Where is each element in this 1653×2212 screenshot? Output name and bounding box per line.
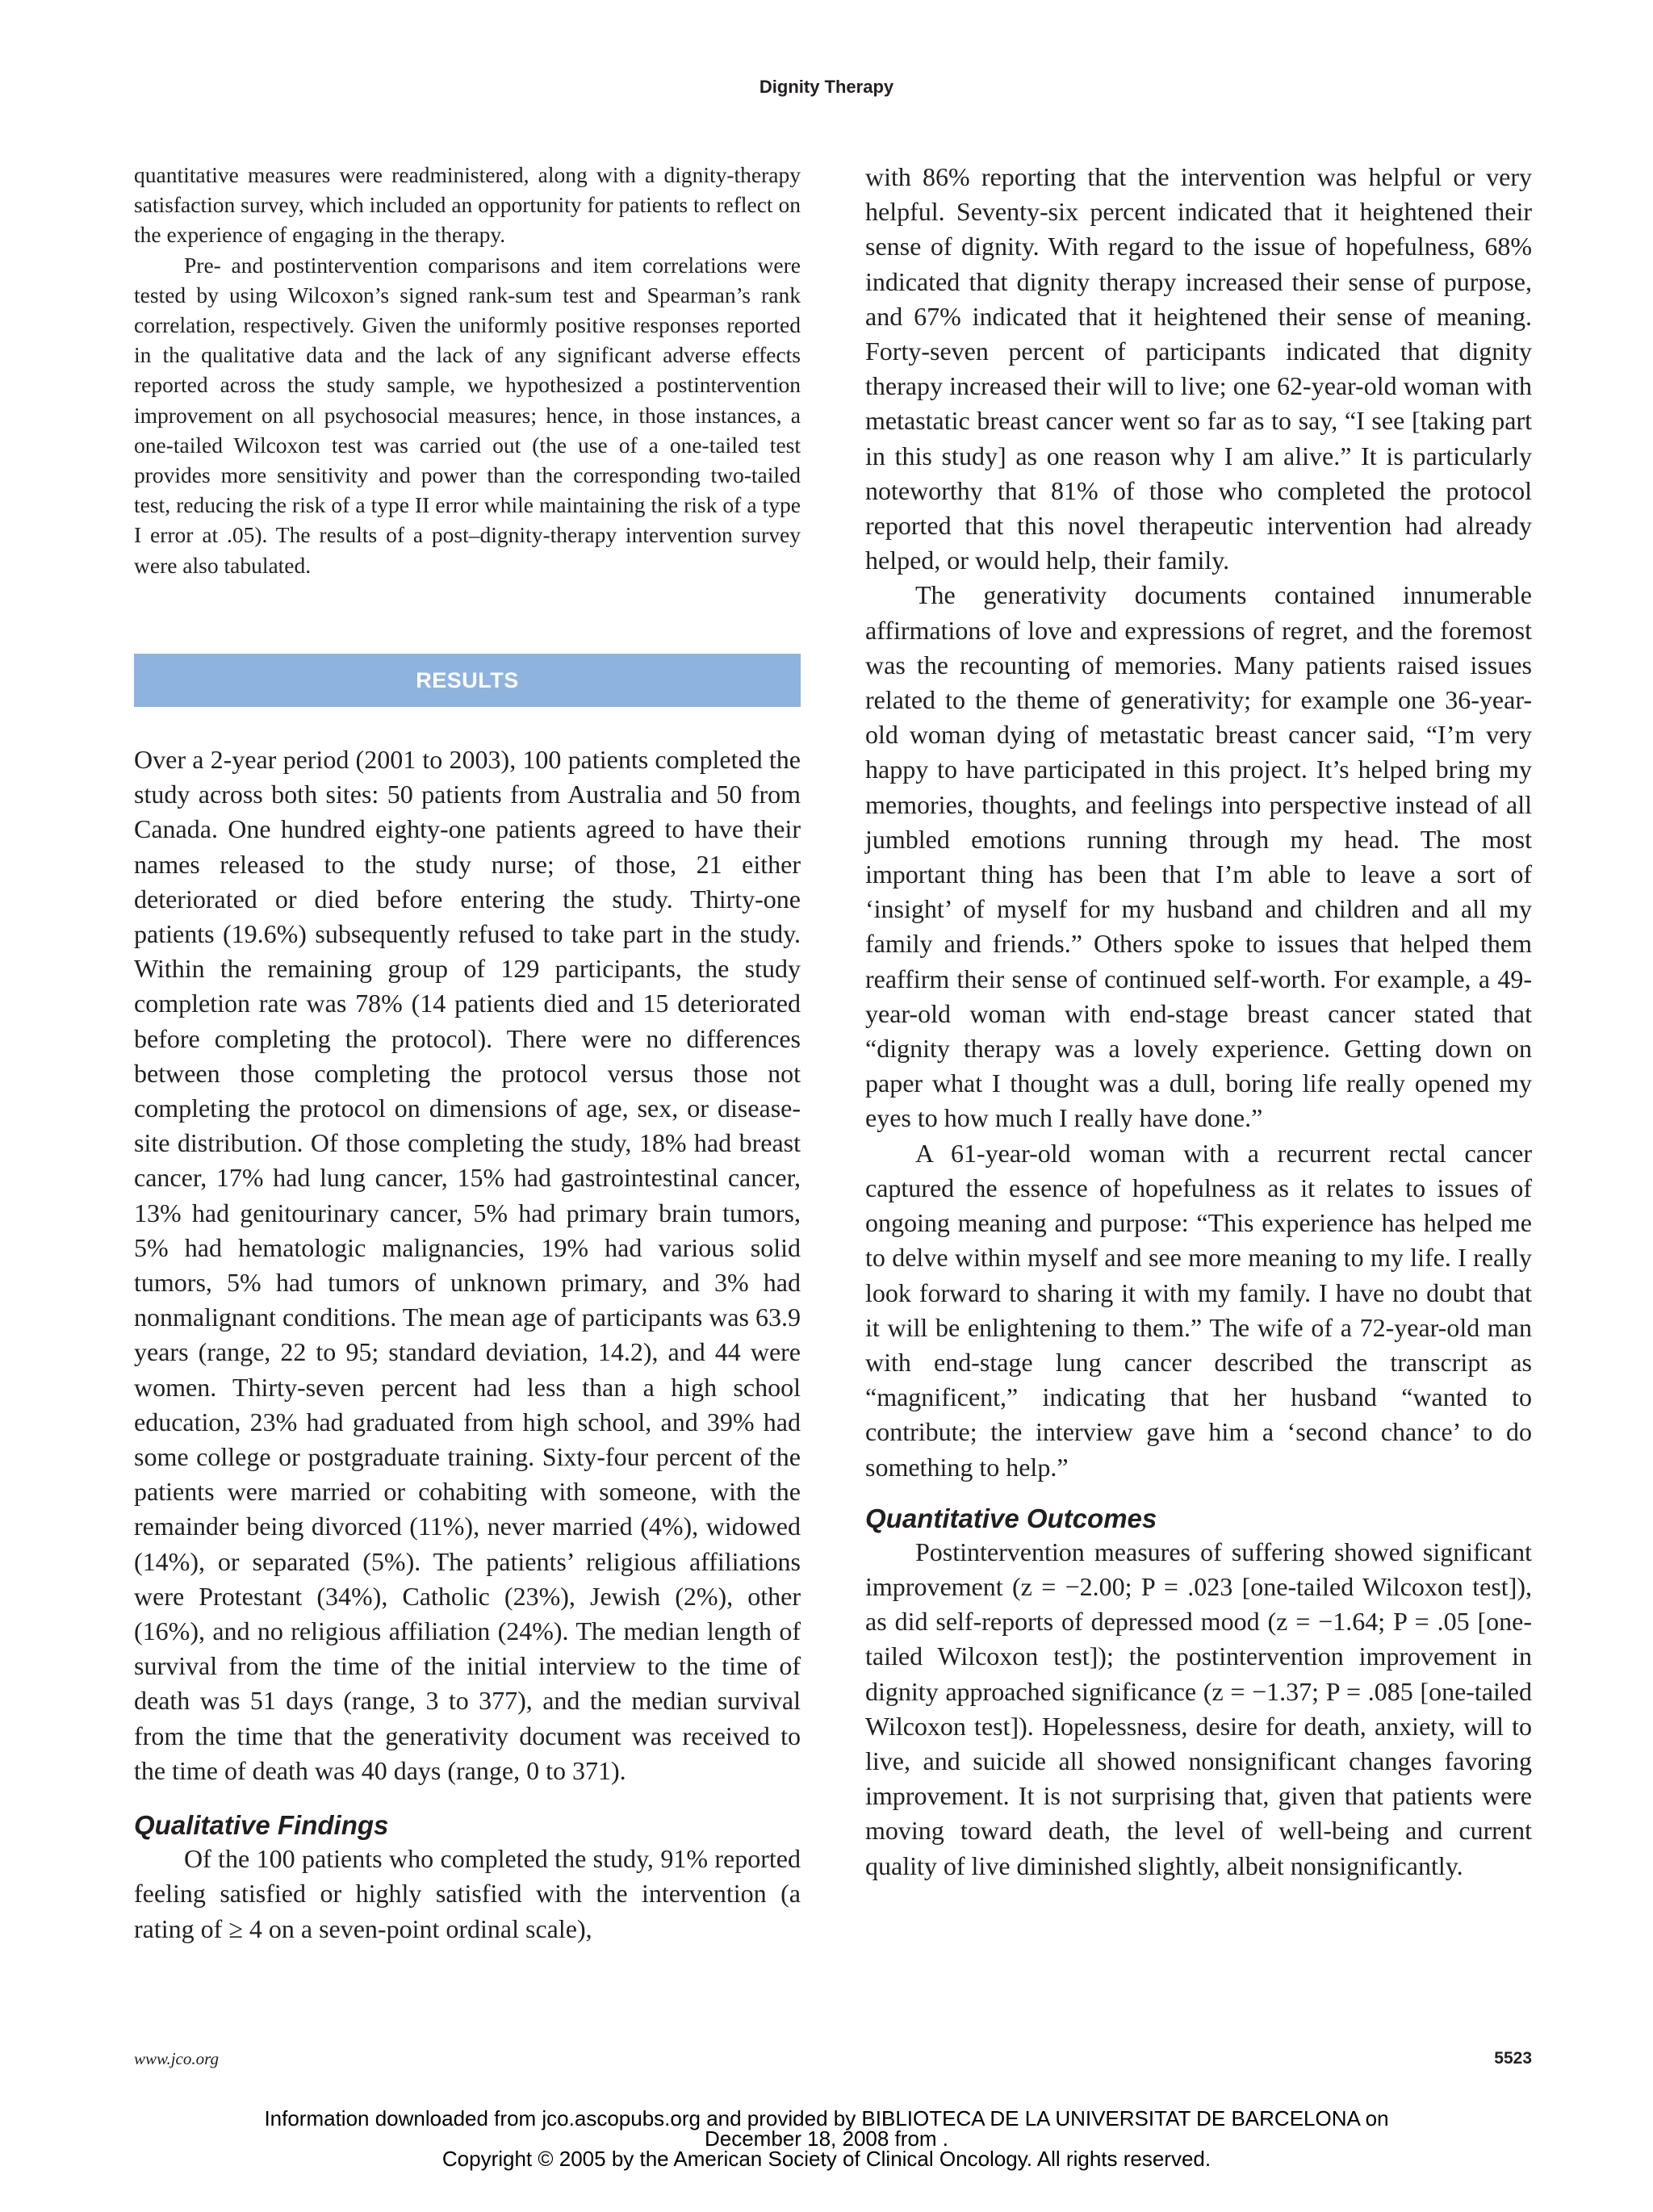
qualitative-findings-heading: Qualitative Findings [134,1810,389,1841]
copyright-line: Copyright © 2005 by the American Society of Clinical Oncology. All rights reserved. [441,2147,1212,2171]
page-number: 5523 [1494,2049,1532,2068]
download-notice-line-2: December 18, 2008 from . [704,2126,949,2151]
hopefulness-paragraph: A 61-year-old woman with a recurrent rectal cancer captured the essence of hopefulness as it relates to issues of ongoing meaning and purpose: “This experience has helped me to delve within myself and see more meaning to my life. I really look forward to sharing it with my family. I have no doubt that it will be enlightening to them.” The wife of a 72-year-old man with end-stage lung cancer described the transcript as “magnificent,” indicating that her husband “wanted to contribute; the interview gave him a ‘second chance’ to do something to help.” [865,1138,1532,1482]
download-notice [0,2106,1653,2171]
results-heading-text: RESULTS [416,667,519,692]
quantitative-outcomes-paragraph: Postintervention measures of suffering showed significant improvement (z = −2.00; P = .023 [one-tailed Wilcoxon test]), as did self-reports of depressed mood (z = −1.64; P = .05 [one-tailed Wilcoxon test]); the postintervention improvement in dignity approached significance (z = −1.37; P = .085 [one-tailed Wilcoxon test]). Hopelessness, desire for death, anxiety, will to live, and suicide all showed nonsignificant changes favoring improvement. It is not surprising that, given that patients were moving toward death, the level of well-being and current quality of live diminished slightly, albeit nonsignificantly. [865,1537,1532,1880]
left-column-results [134,742,801,1946]
generativity-paragraph: The generativity documents contained innumerable affirmations of love and expressions of regret, and the foremost was the recounting of memories. Many patients raised issues related to the theme of generativity; for example one 36-year-old woman dying of metastatic breast cancer said, “I’m very happy to have participated in this project. It’s helped bring my memories, thoughts, and feelings into perspective instead of all jumbled emotions running through my head. The most important thing has been that I’m able to leave a sort of ‘insight’ of myself for my husband and children and all my family and friends.” Others spoke to issues that helped them reaffirm their sense of continued self-worth. For example, a 49-year-old woman with end-stage breast cancer stated that “dignity therapy was a lovely experience. Getting down on paper what I thought was a dull, boring life really opened my eyes to how much I really have done.” [865,580,1532,1133]
results-section-heading [134,654,801,707]
methods-paragraph-continued: quantitative measures were readministered, along with a dignity-therapy satisfaction survey, which included an opportunity for patients to reflect on the experience of engaging in the therapy. [134,162,801,248]
methods-statistics-paragraph: Pre- and postintervention comparisons and item correlations were tested by using Wilcoxon’s signed rank-sum test and Spearman’s rank correlation, respectively. Given the uniformly positive responses reported in the qualitative data and the lack of any significant adverse effects reported across the study sample, we hypothesized a postintervention improvement on all psychosocial measures; hence, in those instances, a one-tailed Wilcoxon test was carried out (the use of a one-tailed test provides more sensitivity and power than the corresponding two-tailed test, reducing the risk of a type II error while maintaining the risk of a type I error at .05). The results of a post–dignity-therapy intervention survey were also tabulated. [134,252,801,578]
journal-url: www.jco.org [134,2049,220,2068]
left-column [134,160,801,580]
running-title: Dignity Therapy [759,77,894,97]
satisfaction-paragraph: with 86% reporting that the intervention was helpful or very helpful. Seventy-six percent indicated that it heightened their sense of dignity. With regard to the issue of hopefulness, 68% indicated that dignity therapy increased their sense of purpose, and 67% indicated that it heightened their sense of meaning. Forty-seven percent of participants indicated that dignity therapy increased their will to live; one 62-year-old woman with metastatic breast cancer went so far as to say, “I see [taking part in this study] as one reason why I am alive.” It is particularly noteworthy that 81% of those who completed the protocol reported that this novel therapeutic intervention had already helped, or would help, their family. [865,162,1532,575]
results-paragraph: Over a 2-year period (2001 to 2003), 100 patients completed the study across both sites: 50 patients from Australia and 50 from Canada. One hundred eighty-one patients agreed to have their names released to the study nurse; of those, 21 either deteriorated or died before entering the study. Thirty-one patients (19.6%) subsequently refused to take part in the study. Within the remaining group of 129 participants, the study completion rate was 78% (14 patients died and 15 deteriorated before completing the protocol). There were no differences between those completing the protocol versus those not completing the protocol on dimensions of age, sex, or disease-site distribution. Of those completing the study, 18% had breast cancer, 17% had lung cancer, 15% had gastrointestinal cancer, 13% had genitourinary cancer, 5% had primary brain tumors, 5% had hematologic malignancies, 19% had various solid tumors, 5% had tumors of unknown primary, and 3% had nonmalignant conditions. The mean age of participants was 63.9 years (range, 22 to 95; standard deviation, 14.2), and 44 were women. Thirty-seven percent had less than a high school education, 23% had graduated from high school, and 39% had some college or postgraduate training. Sixty-four percent of the patients were married or cohabiting with someone, with the remainder being divorced (11%), never married (4%), widowed (14%), or separated (5%). The patients’ religious affiliations were Protestant (34%), Catholic (23%), Jewish (2%), other (16%), and no religious affiliation (24%). The median length of survival from the time of the initial interview to the time of death was 51 days (range, 3 to 377), and the median survival from the time that the generativity document was received to the time of death was 40 days (range, 0 to 371). [134,745,801,1785]
right-column [865,160,1532,1884]
qualitative-findings-paragraph: Of the 100 patients who completed the study, 91% reported feeling satisfied or highly satisfied with the intervention (a rating of ≥ 4 on a seven-point ordinal scale), [134,1844,801,1943]
download-notice-line-1: Information downloaded from jco.ascopubs.org and provided by BIBLIOTECA DE LA UNIVERSITAT DE BARCELONA on [264,2106,1389,2130]
quantitative-outcomes-heading: Quantitative Outcomes [865,1503,1157,1533]
